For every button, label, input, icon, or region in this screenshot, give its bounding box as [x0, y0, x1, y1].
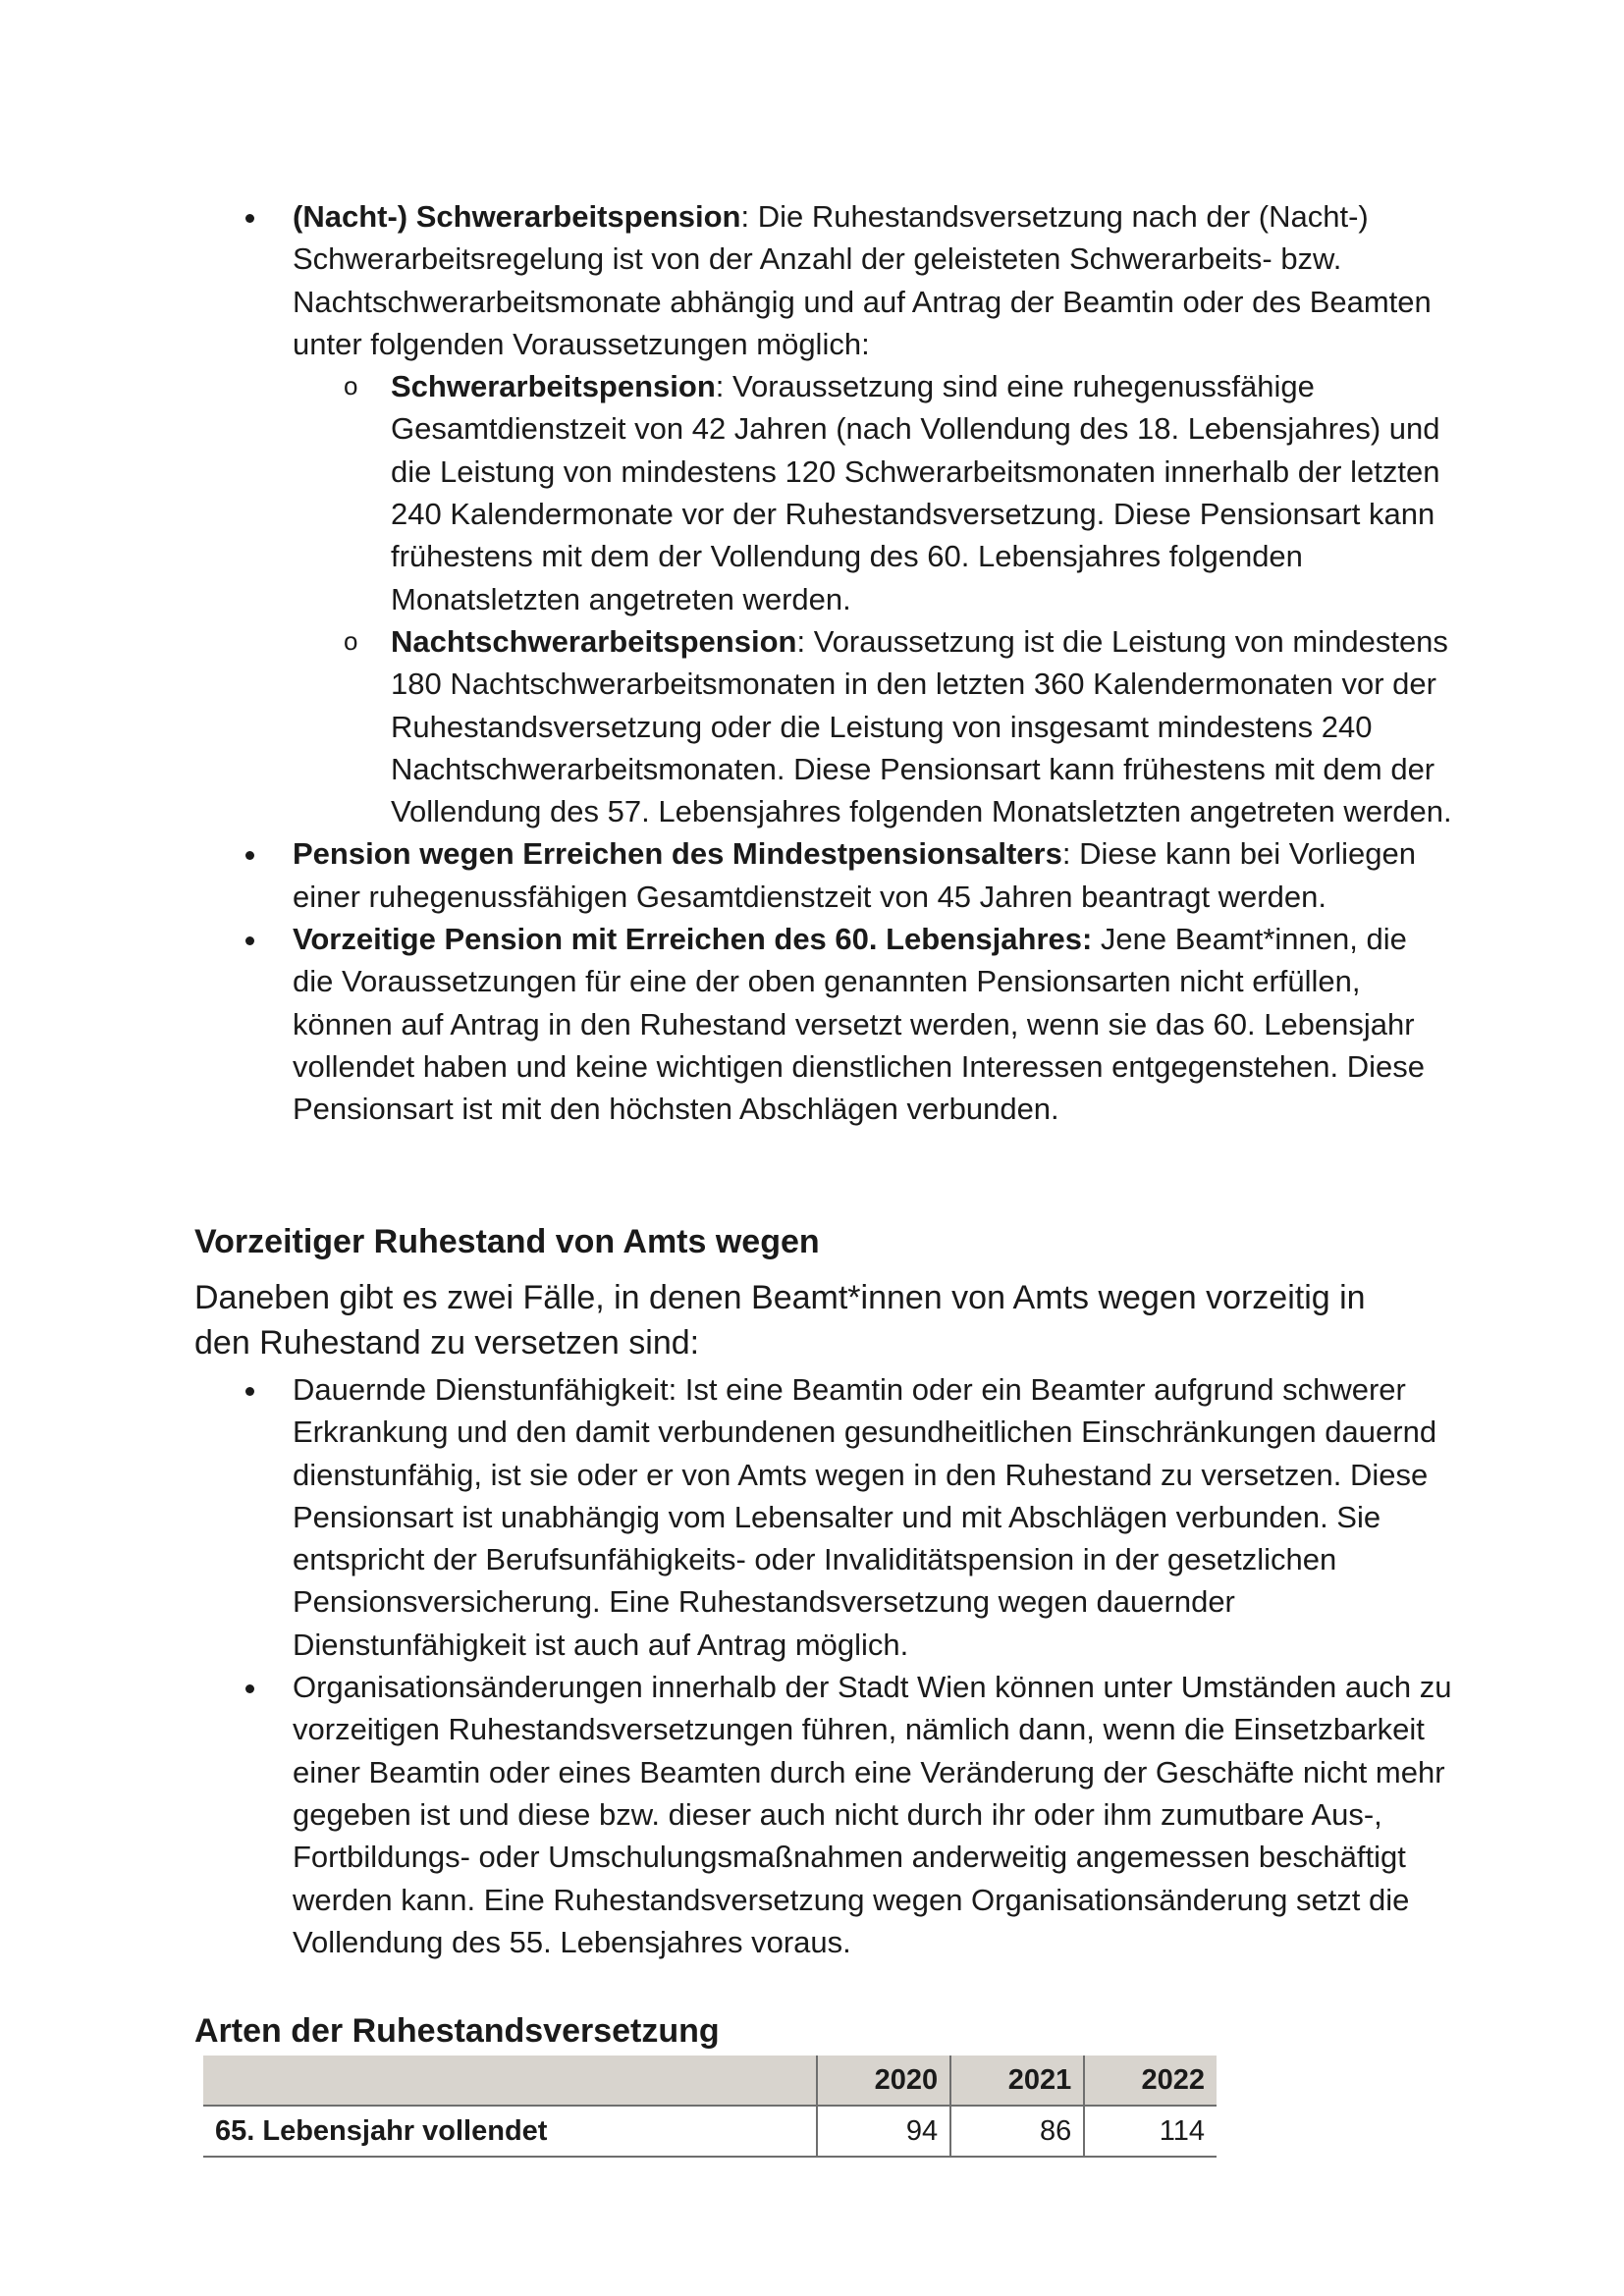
sub-list	[293, 365, 1453, 832]
bullet-icon	[245, 1387, 254, 1396]
sub-item-text: : Voraussetzung ist die Leistung von mindestens 180 Nachtschwerarbeitsmonaten in den letzten 360 Kalendermonaten vor der Ruhestandsversetzung oder die Leistung von insgesamt mindestens 240 Nachtschwerarbeitsmonaten. Diese Pensionsart kann frühestens mit dem der Vollendung des 57. Lebensjahres folgenden Monatsletzten angetreten werden.	[391, 623, 1452, 829]
bullet-icon	[245, 936, 254, 945]
item-term: (Nacht-) Schwerarbeitspension	[293, 199, 741, 234]
item-term: Pension wegen Erreichen des Mindestpensionsalters	[293, 836, 1062, 872]
amts-wegen-list	[245, 1368, 1453, 1963]
header-cell-empty	[203, 2056, 817, 2106]
header-cell-year: 2022	[1084, 2056, 1217, 2106]
table-row	[203, 2106, 1217, 2157]
bullet-icon	[245, 214, 254, 223]
sub-list-item	[293, 365, 1453, 620]
table-header-row	[203, 2056, 1217, 2106]
item-text: : Die Ruhestandsversetzung nach der (Nacht-) Schwerarbeitsregelung ist von der Anzahl der geleisteten Schwerarbeits- bzw. Nachtschwerarbeitsmonate abhängig und auf Antrag der Beamtin oder des Beamten unter folgenden Voraussetzungen möglich:	[293, 199, 1432, 361]
list-item	[245, 1368, 1453, 1666]
list-item	[245, 832, 1453, 918]
section-heading: Vorzeitiger Ruhestand von Amts wegen	[194, 1223, 820, 1260]
sub-item-text: : Voraussetzung sind eine ruhegenussfähige Gesamtdienstzeit von 42 Jahren (nach Vollendung des 18. Lebensjahres) und die Leistung von mindestens 120 Schwerarbeitsmonaten innerhalb der letzten 240 Kalendermonate vor der Ruhestandsversetzung. Diese Pensionsart kann frühestens mit dem der Vollendung des 60. Lebensjahres folgenden Monatsletzten angetreten werden.	[391, 369, 1440, 616]
bullet-icon	[245, 851, 254, 860]
item-term: Vorzeitige Pension mit Erreichen des 60. Lebensjahres:	[293, 922, 1093, 957]
sub-item-term: Nachtschwerarbeitspension	[391, 623, 797, 659]
item-text: Dauernde Dienstunfähigkeit: Ist eine Beamtin oder ein Beamter aufgrund schwerer Erkrankung und den damit verbundenen gesundheitlichen Einschränkungen dauernd dienstunfähig, ist sie oder er von Amts wegen in den Ruhestand zu versetzen. Diese Pensionsart ist unabhängig vom Lebensalter und mit Abschlägen verbunden. Sie entspricht der Berufsunfähigkeits- oder Invaliditätspension in der gesetzlichen Pensionsversicherung. Eine Ruhestandsversetzung wegen dauernder Dienstunfähigkeit ist auch auf Antrag möglich.	[293, 1372, 1437, 1662]
list-item	[245, 918, 1453, 1130]
header-cell-year: 2020	[817, 2056, 950, 2106]
sub-item-term: Schwerarbeitspension	[391, 369, 716, 404]
pension-types-list	[245, 195, 1453, 1131]
bullet-icon	[245, 1684, 254, 1693]
table-cell: 94	[817, 2106, 950, 2157]
item-text: : Diese kann bei Vorliegen einer ruhegenussfähigen Gesamtdienstzeit von 45 Jahren beantragt werden.	[293, 836, 1417, 914]
table-cell: 114	[1084, 2106, 1217, 2157]
list-item	[245, 195, 1453, 832]
ruhestand-table	[203, 2056, 1217, 2158]
list-item	[245, 1666, 1453, 1963]
item-text: Jene Beamt*innen, die die Voraussetzungen für eine der oben genannten Pensionsarten nicht erfüllen, können auf Antrag in den Ruhestand versetzt werden, wenn sie das 60. Lebensjahr vollendet haben und keine wichtigen dienstlichen Interessen entgegenstehen. Diese Pensionsart ist mit den höchsten Abschlägen verbunden.	[293, 922, 1425, 1127]
header-cell-year: 2021	[950, 2056, 1084, 2106]
circle-bullet-icon: o	[344, 371, 358, 401]
section-intro: Daneben gibt es zwei Fälle, in denen Beamt*innen von Amts wegen vorzeitig in den Ruhestand zu versetzen sind:	[194, 1279, 1366, 1362]
sub-list-item	[293, 620, 1453, 832]
row-label: 65. Lebensjahr vollendet	[203, 2106, 817, 2157]
item-text: Organisationsänderungen innerhalb der Stadt Wien können unter Umständen auch zu vorzeitigen Ruhestandsversetzungen führen, nämlich dann, wenn die Einsetzbarkeit einer Beamtin oder eines Beamten durch eine Veränderung der Geschäfte nicht mehr gegeben ist und diese bzw. dieser auch nicht durch ihr oder ihm zumutbare Aus-, Fortbildungs- oder Umschulungsmaßnahmen anderweitig angemessen beschäftigt werden kann. Eine Ruhestandsversetzung wegen Organisationsänderung setzt die Vollendung des 55. Lebensjahres voraus.	[293, 1670, 1452, 1959]
table-cell: 86	[950, 2106, 1084, 2157]
circle-bullet-icon: o	[344, 625, 358, 656]
table-heading: Arten der Ruhestandsversetzung	[194, 2012, 720, 2050]
